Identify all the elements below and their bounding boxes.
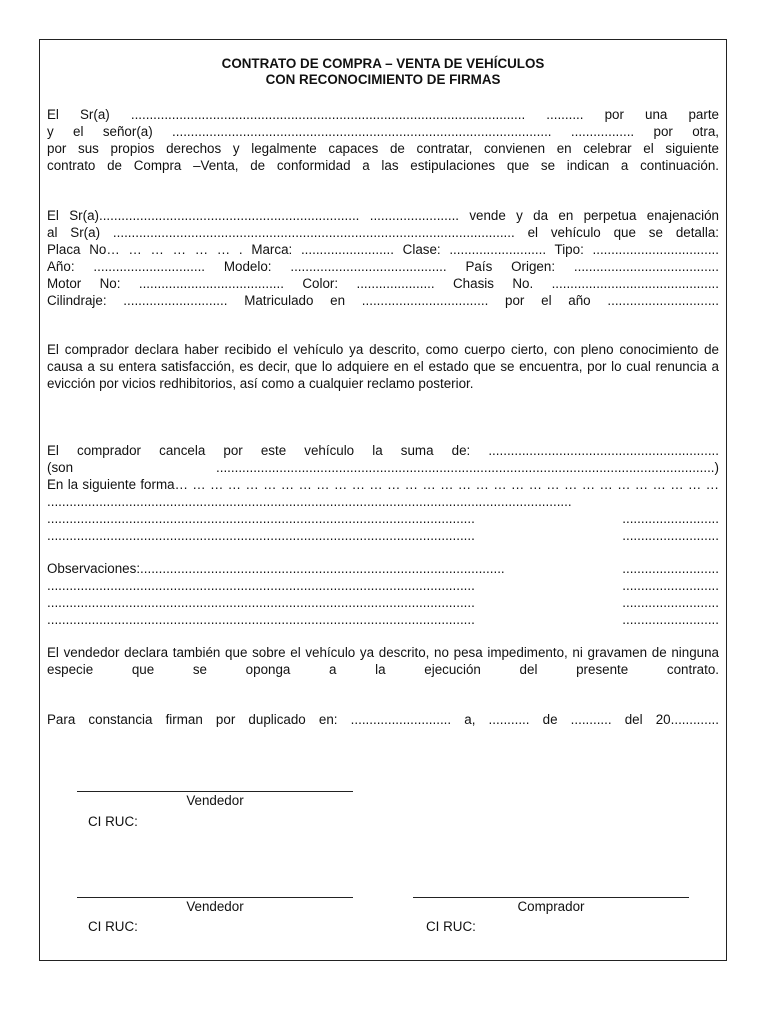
vehicle-line: Cilindraje: ............................ Matriculado en .................................. por el año .............................. (47, 293, 719, 308)
observations-line: ................................................................................................................... .......................... (47, 595, 719, 610)
vehicle-line: Año: .............................. Modelo: .......................................... País Origen: ....................................... (47, 259, 719, 274)
buyer-ci-ruc: CI RUC: (426, 919, 476, 934)
vehicle-line: Motor No: ....................................... Color: ..................... Chasis No. ............................................. (47, 276, 719, 291)
observations-line: ................................................................................................................... .......................... (47, 612, 719, 627)
closing-line-wrap (47, 711, 719, 728)
seller-1-signature-line (77, 791, 353, 792)
observations-section (47, 560, 719, 628)
vehicle-line: Placa No… … … … … … . Marca: ......................... Clase: .......................... Tipo: .................................. (47, 242, 719, 257)
payment-line: ............................................................................................................................................. (47, 494, 572, 509)
payment-line: (son ......................................................................................................................................) (47, 460, 719, 475)
payment-section (47, 442, 719, 544)
vehicle-line: El Sr(a)...................................................................... ........................ vende y da en perpetua enajenación (47, 208, 719, 223)
vehicle-line: al Sr(a) ............................................................................................................ el vehículo que se detalla: (47, 225, 719, 240)
intro-paragraph (47, 106, 719, 174)
document-title-line-1: CONTRATO DE COMPRA – VENTA DE VEHÍCULOS (221, 56, 545, 71)
seller-2-ci-ruc: CI RUC: (88, 919, 138, 934)
document-title-line-2: CON RECONOCIMIENTO DE FIRMAS (265, 72, 501, 87)
buyer-label: Comprador (517, 899, 585, 914)
observations-line: ................................................................................................................... .......................... (47, 578, 719, 593)
payment-line: ................................................................................................................... .......................... (47, 528, 719, 543)
intro-line: El Sr(a) .......................................................................................................... .......... por una parte (47, 107, 719, 122)
seller-2-label: Vendedor (186, 899, 244, 914)
seller-1-ci-ruc: CI RUC: (88, 814, 138, 829)
intro-line: por sus propios derechos y legalmente capaces de contratar, convienen en celebrar el siguiente (47, 141, 719, 156)
payment-line: ................................................................................................................... .......................... (47, 511, 719, 526)
buyer-signature-line (413, 897, 689, 898)
vehicle-details (47, 207, 719, 309)
payment-line: En la siguiente forma… … … … … … … … … … … … … … … … … … … … … … … … … … … … … … … (47, 477, 719, 492)
buyer-declaration: El comprador declara haber recibido el vehículo ya descrito, como cuerpo cierto, con pleno conocimiento de causa a su entera satisfacción, es decir, que lo adquiere en el estado que se encuentra, por lo cual renuncia a evicción por vicios redhibitorios, así como a cualquier reclamo posterior. (47, 342, 719, 391)
seller-statement: El vendedor declara también que sobre el vehículo ya descrito, no pesa impedimento, ni gravamen de ninguna especie que se oponga a la ejecución del presente contrato. (47, 645, 719, 677)
observations-line: Observaciones:.................................................................................................. .......................... (47, 561, 719, 576)
closing-line: Para constancia firman por duplicado en: ........................... a, ........... de ........... del 20............. (47, 712, 719, 727)
seller-2-signature-line (77, 897, 353, 898)
payment-line: El comprador cancela por este vehículo la suma de: .............................................................. (47, 443, 719, 458)
intro-line: y el señor(a) ...................................................................................................... ................. por otra, (47, 124, 719, 139)
seller-1-label: Vendedor (186, 793, 244, 808)
intro-line: contrato de Compra –Venta, de conformidad a las estipulaciones que se indican a continuación. (47, 158, 719, 173)
